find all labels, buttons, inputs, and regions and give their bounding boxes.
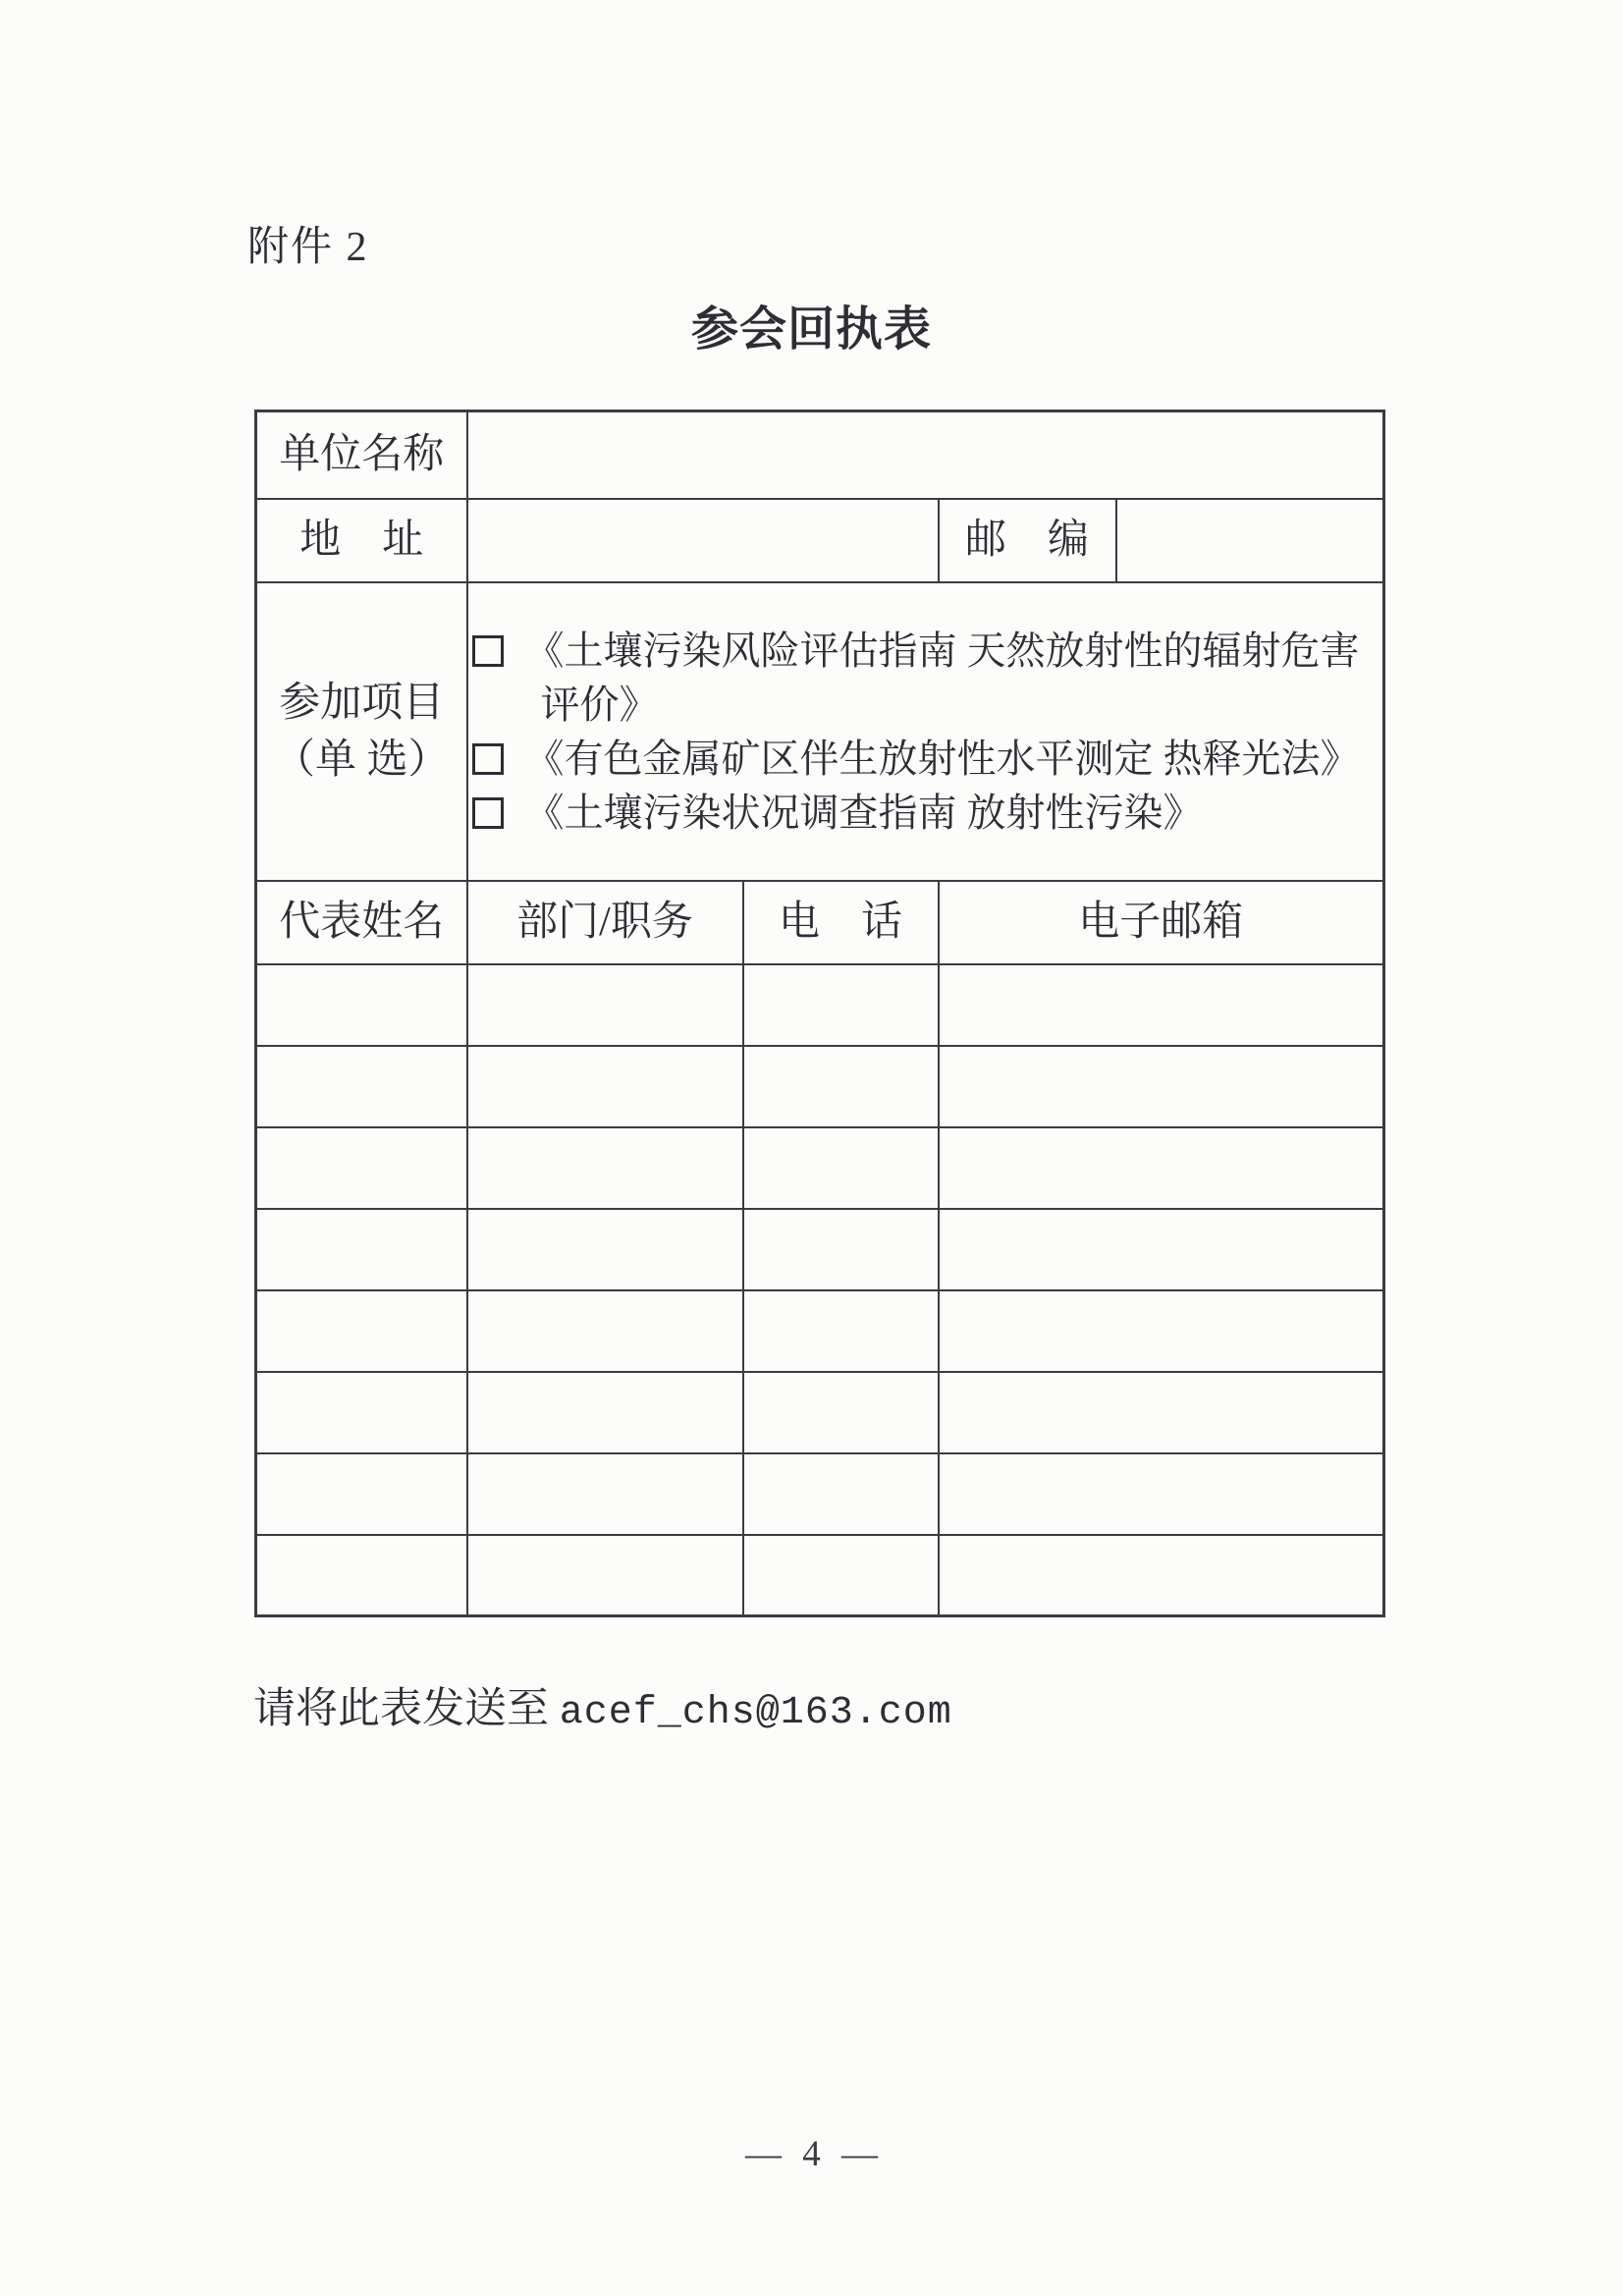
project-option <box>468 786 1383 840</box>
table-row-rep-header <box>256 881 1384 964</box>
empty-cell <box>467 1127 743 1209</box>
option-text: 评价》 <box>540 682 659 727</box>
empty-cell <box>467 1535 743 1616</box>
empty-cell <box>939 1046 1384 1127</box>
empty-cell <box>743 1127 939 1209</box>
dept-position-header: 部门/职务 <box>467 881 743 964</box>
empty-cell <box>939 1535 1384 1616</box>
table-row-address <box>256 499 1384 582</box>
phone-header: 电 话 <box>743 881 939 964</box>
project-option <box>468 624 1383 732</box>
empty-cell <box>467 1372 743 1453</box>
empty-cell <box>743 1372 939 1453</box>
project-label-cell <box>256 582 467 881</box>
table-row <box>256 1209 1384 1290</box>
empty-cell <box>256 1372 467 1453</box>
empty-cell <box>939 1127 1384 1209</box>
table-row <box>256 964 1384 1046</box>
empty-cell <box>743 1209 939 1290</box>
empty-cell <box>939 964 1384 1046</box>
project-option <box>468 732 1383 786</box>
empty-cell <box>743 1046 939 1127</box>
table-row <box>256 1290 1384 1372</box>
empty-cell <box>467 1453 743 1535</box>
table-row-project <box>256 582 1384 881</box>
empty-cell <box>467 1209 743 1290</box>
empty-cell <box>743 1453 939 1535</box>
postal-label: 邮 编 <box>939 499 1116 582</box>
attachment-label: 附件 2 <box>247 225 369 270</box>
empty-cell <box>467 1046 743 1127</box>
empty-cell <box>743 1535 939 1616</box>
page-title: 参会回执表 <box>690 303 932 355</box>
address-value-cell <box>467 499 939 582</box>
project-label-line2: （单 选） <box>273 737 450 783</box>
empty-cell <box>939 1453 1384 1535</box>
empty-cell <box>256 1453 467 1535</box>
empty-cell <box>256 1046 467 1127</box>
table-row <box>256 1372 1384 1453</box>
rep-name-header: 代表姓名 <box>256 881 467 964</box>
option-text: 《土壤污染状况调查指南 放射性污染》 <box>524 790 1203 835</box>
table-row-unit-name <box>256 411 1384 499</box>
reply-form-table <box>254 410 1385 1617</box>
empty-cell <box>467 964 743 1046</box>
checkbox-icon <box>472 635 504 667</box>
empty-cell <box>939 1209 1384 1290</box>
footer-note-text: 请将此表发送至 <box>253 1686 560 1732</box>
email-header: 电子邮箱 <box>939 881 1384 964</box>
empty-cell <box>256 1535 467 1616</box>
empty-cell <box>939 1290 1384 1372</box>
empty-cell <box>743 964 939 1046</box>
option-text: 《有色金属矿区伴生放射性水平测定 热释光法》 <box>524 736 1360 781</box>
address-label: 地 址 <box>256 499 467 582</box>
checkbox-icon <box>472 797 504 829</box>
unit-name-value-cell <box>467 411 1384 499</box>
option-text: 《土壤污染风险评估指南 天然放射性的辐射危害 <box>524 628 1360 673</box>
project-options <box>467 582 1384 881</box>
project-label-line1: 参加项目 <box>279 680 445 726</box>
footer-note <box>253 1675 952 1735</box>
empty-cell <box>743 1290 939 1372</box>
table-row <box>256 1453 1384 1535</box>
empty-cell <box>256 1127 467 1209</box>
empty-cell <box>939 1372 1384 1453</box>
unit-name-label: 单位名称 <box>256 411 467 499</box>
footer-email: acef_chs@163.com <box>559 1691 952 1735</box>
table-row <box>256 1046 1384 1127</box>
table-row <box>256 1127 1384 1209</box>
empty-cell <box>467 1290 743 1372</box>
page-number: — 4 — <box>745 2134 878 2174</box>
empty-cell <box>256 964 467 1046</box>
empty-cell <box>256 1209 467 1290</box>
empty-cell <box>256 1290 467 1372</box>
postal-value-cell <box>1116 499 1384 582</box>
checkbox-icon <box>472 743 504 775</box>
table-row <box>256 1535 1384 1616</box>
